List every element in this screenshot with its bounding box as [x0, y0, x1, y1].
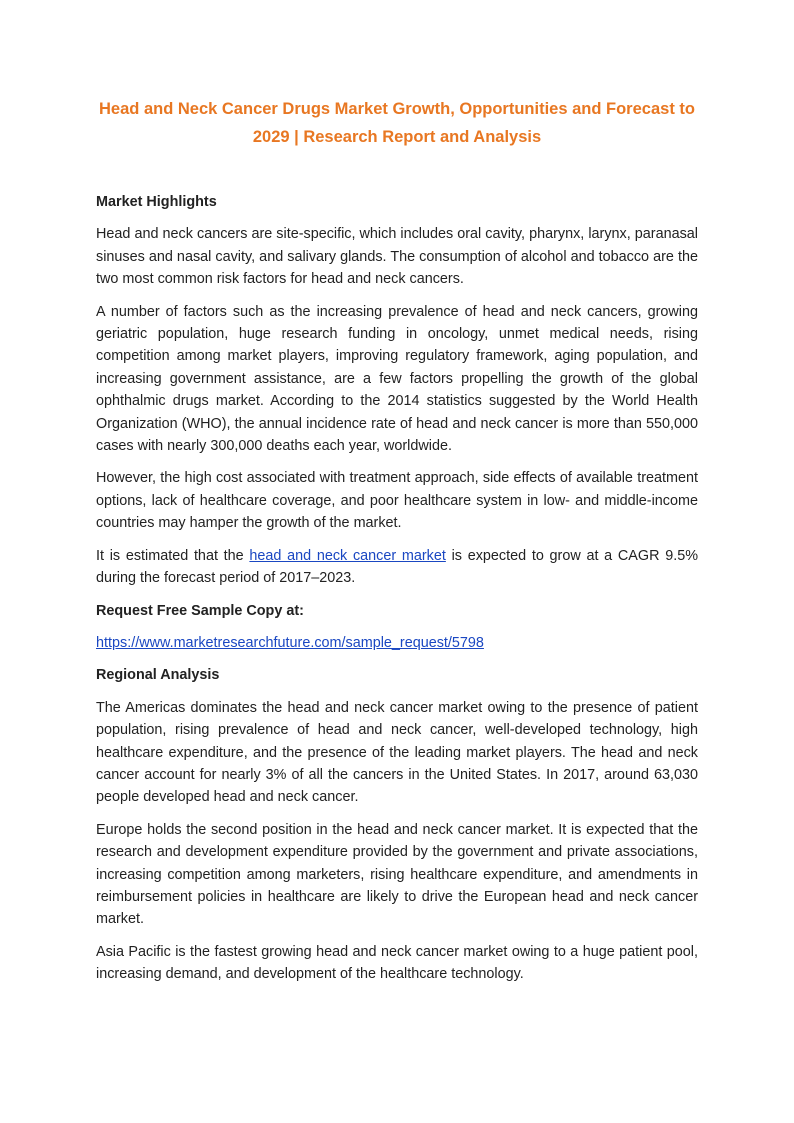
cagr-text-before: It is estimated that the	[96, 547, 250, 564]
cagr-text-after: is expected to grow at a CAGR 9.5% during the forecast period of 2017–2023.	[96, 547, 699, 587]
page-title: Head and Neck Cancer Drugs Market Growth, Opportunities and Forecast to 2029 | Research Report and Analysis	[99, 100, 695, 146]
market-highlights-heading: Market Highlights	[96, 194, 217, 210]
sample-url-paragraph	[96, 632, 698, 654]
market-link[interactable]: head and neck cancer market	[249, 547, 446, 564]
paragraph-growth-factors: A number of factors such as the increasing prevalence of head and neck cancers, growing geriatric population, huge research funding in oncology, unmet medical needs, rising competition among market players, improving regulatory framework, aging population, and increasing government assistance, are a few factors propelling the growth of the global ophthalmic drugs market. According to the 2014 statistics suggested by the World Health Organization (WHO), the annual incidence rate of head and neck cancer is more than 550,000 cases with nearly 300,000 deaths each year, worldwide.	[96, 303, 698, 455]
paragraph-asia-pacific: Asia Pacific is the fastest growing head and neck cancer market owing to a huge patient pool, increasing demand, and development of the healthcare technology.	[96, 943, 698, 983]
paragraph-intro: Head and neck cancers are site-specific, which includes oral cavity, pharynx, larynx, paranasal sinuses and nasal cavity, and salivary glands. The consumption of alcohol and tobacco are the two most common risk factors for head and neck cancers.	[96, 226, 698, 288]
paragraph-restraints: However, the high cost associated with treatment approach, side effects of available treatment options, lack of healthcare coverage, and poor healthcare system in low- and middle-income countries may hamper the growth of the market.	[96, 470, 698, 532]
sample-request-link[interactable]: https://www.marketresearchfuture.com/sample_request/5798	[96, 634, 484, 651]
document-body	[96, 191, 698, 996]
regional-analysis-heading: Regional Analysis	[96, 667, 220, 684]
request-sample-heading: Request Free Sample Copy at:	[96, 602, 304, 619]
paragraph-europe: Europe holds the second position in the head and neck cancer market. It is expected that the research and development expenditure provided by the government and private associations, increasing competition among marketers, rising healthcare expenditure, and amendments in reimbursement policies in healthcare are likely to drive the European head and neck cancer market.	[96, 821, 698, 928]
paragraph-cagr	[96, 545, 698, 590]
paragraph-americas: The Americas dominates the head and neck cancer market owing to the presence of patient population, rising prevalence of head and neck cancer, well-developed technology, high healthcare expenditure, and the presence of the leading market players. The head and neck cancer account for nearly 3% of all the cancers in the United States. In 2017, around 63,030 people developed head and neck cancer.	[96, 699, 698, 806]
